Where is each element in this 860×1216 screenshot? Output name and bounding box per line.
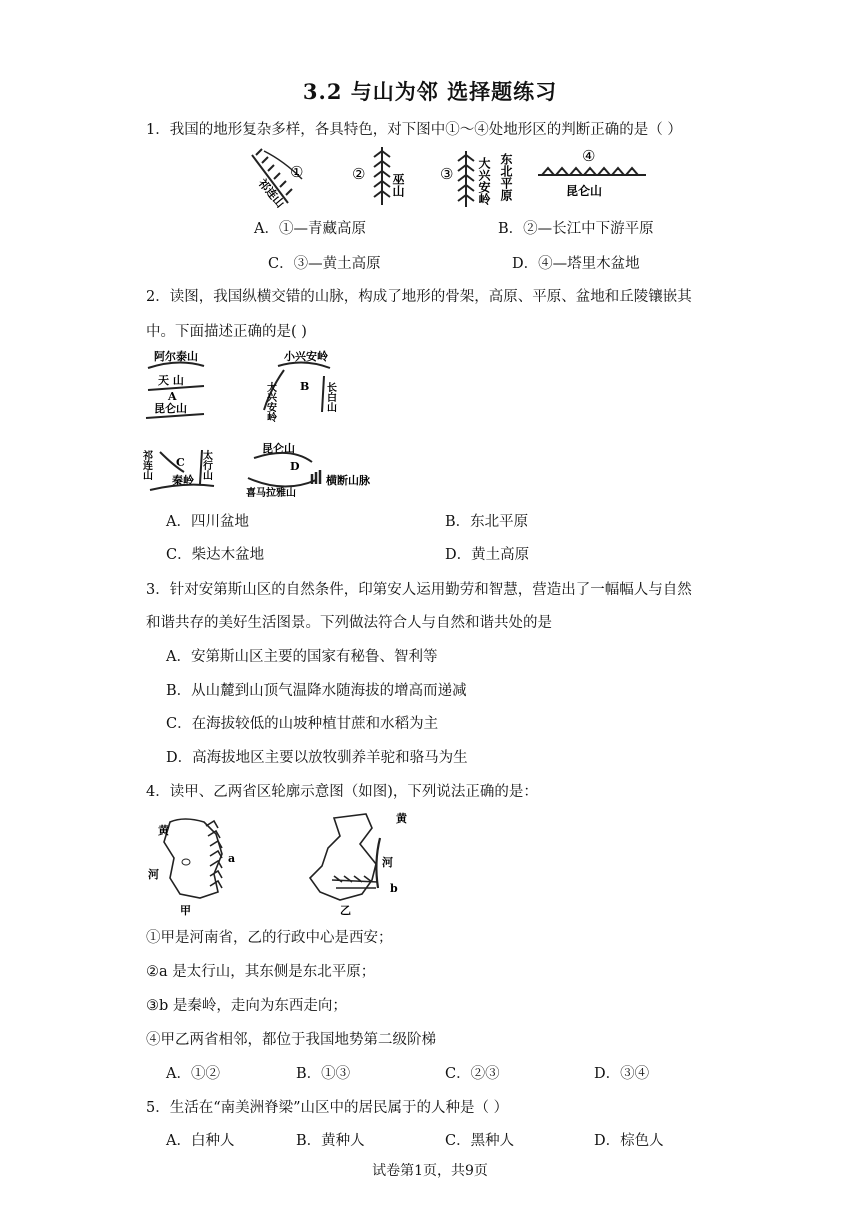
question-2-figure: [140, 346, 394, 506]
fig2-label-kunlun-d: 昆仑山: [262, 442, 295, 455]
question-5-option-d[interactable]: D．棕色人: [594, 1133, 664, 1149]
question-1-option-d[interactable]: D．④—塔里木盆地: [512, 256, 640, 272]
question-2-option-b[interactable]: B．东北平原: [445, 514, 529, 530]
question-4-option-b[interactable]: B．①③: [296, 1066, 351, 1082]
question-4-option-d[interactable]: D．③④: [594, 1066, 650, 1082]
question-2-option-d[interactable]: D．黄土高原: [445, 547, 530, 563]
question-3-stem-line-1: 3．针对安第斯山区的自然条件，印第安人运用勤劳和智慧，营造出了一幅幅人与自然: [146, 582, 692, 598]
fig2-label-daxinganling: 大兴安岭: [264, 382, 276, 422]
fig1-label-daxinganling: 大兴安岭: [477, 157, 491, 205]
fig4-label-huang-1: 黄: [158, 824, 169, 837]
question-3-stem-line-2: 和谐共存的美好生活图景。下列做法符合人与自然和谐共处的是: [146, 615, 552, 631]
fig4-label-a: a: [228, 852, 236, 865]
fig2-label-changbai: 长白山: [324, 382, 336, 412]
question-3-option-b[interactable]: B．从山麓到山顶气温降水随海拔的增高而递减: [166, 683, 467, 699]
fig1-label-wushan: 巫山: [391, 173, 405, 197]
fig2-label-qilian: 祁连山: [140, 450, 152, 480]
question-5-stem: 5．生活在“南美洲脊梁”山区中的居民属于的人种是（ ）: [146, 1100, 509, 1116]
fig1-label-2: ②: [352, 165, 366, 183]
question-2-option-c[interactable]: C．柴达木盆地: [166, 547, 265, 563]
fig1-label-4: ④: [582, 147, 596, 165]
question-5-option-c[interactable]: C．黑种人: [445, 1133, 515, 1149]
fig4-label-he-2: 河: [382, 856, 393, 869]
question-1-option-b[interactable]: B．②—长江中下游平原: [498, 221, 654, 237]
question-1-option-a[interactable]: A．①—青藏高原: [254, 221, 366, 237]
question-3-option-c[interactable]: C．在海拔较低的山坡种植甘蔗和水稻为主: [166, 716, 439, 732]
question-4-figure: [144, 808, 414, 920]
question-5-option-a[interactable]: A．白种人: [166, 1133, 235, 1149]
question-3-option-d[interactable]: D．高海拔地区主要以放牧驯养羊驼和骆马为生: [166, 750, 468, 766]
page-footer: 试卷第1页，共9页: [372, 1163, 488, 1179]
fig4-label-b: b: [390, 882, 398, 895]
fig2-label-hengduan: 横断山脉: [326, 474, 370, 487]
fig2-label-kunlun-a: 昆仑山: [154, 402, 187, 415]
question-1-stem: 1．我国的地形复杂多样，各具特色，对下图中①～④处地形区的判断正确的是（ ）: [146, 122, 682, 138]
fig4-label-huang-2: 黄: [396, 812, 407, 825]
question-3-option-a[interactable]: A．安第斯山区主要的国家有秘鲁、智利等: [166, 649, 438, 665]
fig1-label-1: ①: [290, 163, 304, 181]
fig2-label-xiaoxinganling: 小兴安岭: [284, 350, 328, 363]
question-2-stem-line-1: 2．读图，我国纵横交错的山脉，构成了地形的骨架，高原、平原、盆地和丘陵镶嵌其: [146, 289, 692, 305]
fig1-label-kunlun: 昆仑山: [566, 184, 603, 198]
question-4-option-a[interactable]: A．①②: [166, 1066, 220, 1082]
fig2-label-himalaya: 喜马拉雅山: [246, 488, 296, 499]
fig2-label-b: B: [300, 380, 310, 393]
question-4-statement-1: ①甲是河南省，乙的行政中心是西安；: [146, 930, 393, 946]
fig2-label-taihang: 太行山: [200, 450, 212, 480]
fig1-label-3: ③: [440, 165, 454, 183]
fig4-label-jia: 甲: [180, 904, 191, 917]
fig4-label-yi: 乙: [340, 904, 351, 917]
question-4-statement-4: ④甲乙两省相邻，都位于我国地势第二级阶梯: [146, 1032, 436, 1048]
page-title: 3.2 与山为邻 选择题练习: [302, 79, 558, 104]
fig2-label-qinling: 秦岭: [172, 474, 194, 487]
fig1-label-dongbei-plain: 东北平原: [499, 153, 513, 201]
question-4-statement-3: ③b 是秦岭，走向为东西走向；: [146, 998, 347, 1014]
fig2-label-d: D: [290, 460, 300, 473]
question-1-figure: [244, 143, 664, 215]
fig2-label-c: C: [176, 456, 185, 469]
fig2-label-tianshan: 天 山: [158, 374, 184, 387]
fig2-label-a: A: [168, 390, 177, 403]
fig1-label-qilian: 祁连山: [255, 176, 287, 211]
question-5-option-b[interactable]: B．黄种人: [296, 1133, 365, 1149]
question-4-option-c[interactable]: C．②③: [445, 1066, 500, 1082]
fig2-label-altai: 阿尔泰山: [154, 350, 198, 363]
question-1-option-c[interactable]: C．③—黄土高原: [268, 256, 381, 272]
fig4-label-he-1: 河: [148, 868, 159, 881]
question-4-stem: 4．读甲、乙两省区轮廓示意图（如图)，下列说法正确的是：: [146, 784, 538, 800]
question-2-option-a[interactable]: A．四川盆地: [166, 514, 249, 530]
question-2-stem-line-2: 中。下面描述正确的是( ): [146, 324, 307, 340]
question-4-statement-2: ②a 是太行山，其东侧是东北平原；: [146, 964, 376, 980]
